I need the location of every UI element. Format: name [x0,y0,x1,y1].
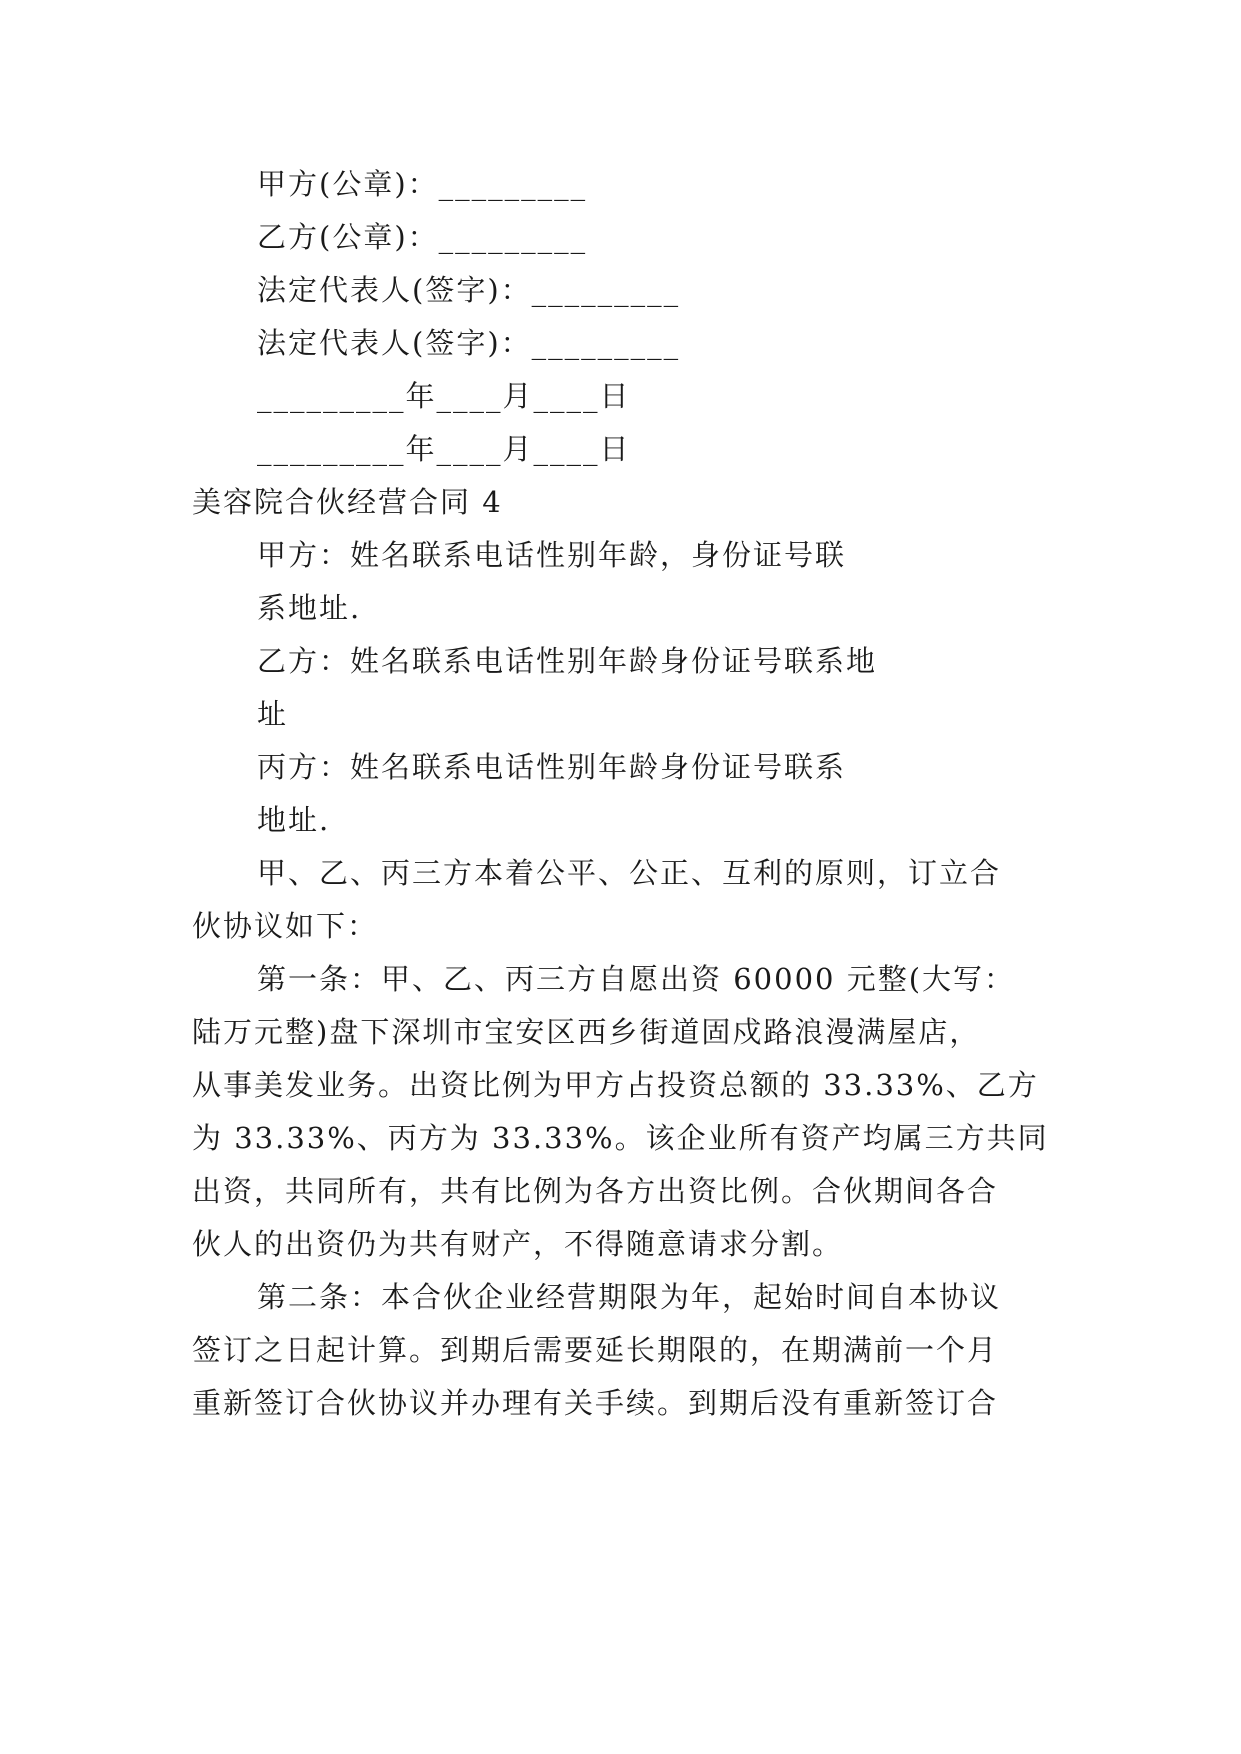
party-c-info-cont: 地址. [257,803,331,837]
date-line: _________年____月____日 [257,432,631,466]
party-b-seal-line: 乙方(公章)：_________ [257,220,588,254]
article-1-line: 陆万元整)盘下深圳市宝安区西乡街道固戍路浪漫满屋店， [192,1015,981,1049]
legal-rep-signature-line: 法定代表人(签字)：_________ [257,273,681,307]
article-2-line: 第二条：本合伙企业经营期限为年，起始时间自本协议 [257,1280,1002,1314]
party-a-info-cont: 系地址. [257,591,362,625]
article-1-line: 第一条：甲、乙、丙三方自愿出资 60000 元整(大写： [257,962,1016,996]
article-2-line: 重新签订合伙协议并办理有关手续。到期后没有重新签订合 [192,1386,999,1420]
article-1-line: 出资，共同所有，共有比例为各方出资比例。合伙期间各合 [192,1174,999,1208]
date-line: _________年____月____日 [257,379,631,413]
article-1-line: 伙人的出资仍为共有财产，不得随意请求分割。 [192,1227,844,1261]
intro-paragraph-line: 甲、乙、丙三方本着公平、公正、互利的原则，订立合 [257,856,1002,890]
article-1-line: 从事美发业务。出资比例为甲方占投资总额的 33.33%、乙方 [192,1068,1039,1102]
party-a-seal-line: 甲方(公章)：_________ [257,167,588,201]
party-a-info: 甲方：姓名联系电话性别年龄，身份证号联 [257,538,847,572]
article-1-line: 为 33.33%、丙方为 33.33%。该企业所有资产均属三方共同 [192,1121,1049,1155]
contract-title: 美容院合伙经营合同 4 [192,485,503,519]
legal-rep-signature-line: 法定代表人(签字)：_________ [257,326,681,360]
intro-paragraph-line: 伙协议如下： [192,909,379,943]
article-2-line: 签订之日起计算。到期后需要延长期限的，在期满前一个月 [192,1333,999,1367]
party-b-info-cont: 址 [257,697,289,731]
party-c-info: 丙方：姓名联系电话性别年龄身份证号联系 [257,750,847,784]
party-b-info: 乙方：姓名联系电话性别年龄身份证号联系地 [257,644,878,678]
